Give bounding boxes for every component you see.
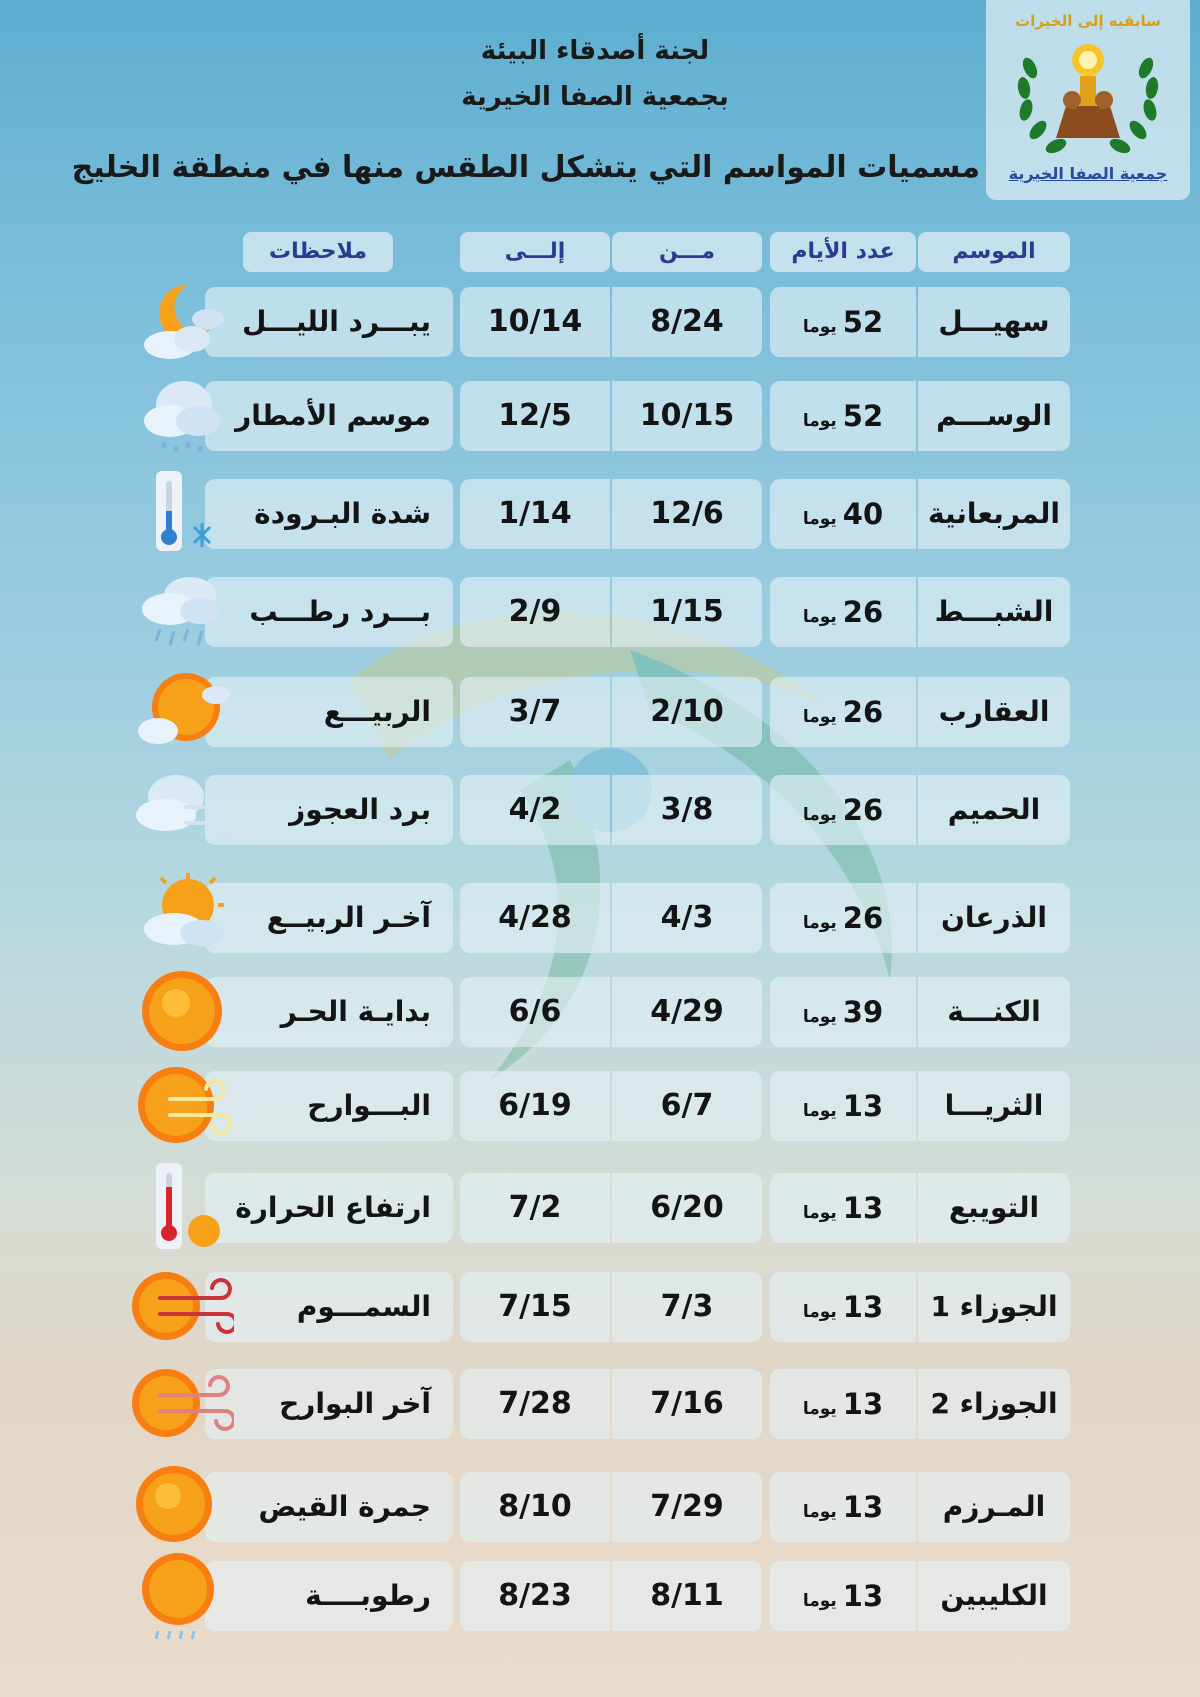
season-name: الكنـــة <box>918 977 1070 1047</box>
hot-wind-sun-icon <box>130 1260 234 1354</box>
days-unit: يوما <box>802 509 837 529</box>
thermometer-hot-icon <box>130 1161 234 1255</box>
days-value: 13 <box>842 1387 884 1421</box>
wind-cloud-icon <box>130 763 234 857</box>
to-date: 4/28 <box>460 883 610 953</box>
table-row <box>0 287 1200 357</box>
to-date: 6/6 <box>460 977 610 1047</box>
thermometer-cold-icon <box>130 467 234 561</box>
days-count <box>770 1272 916 1342</box>
days-count <box>770 775 916 845</box>
to-date: 6/19 <box>460 1071 610 1141</box>
season-name: التويبع <box>918 1173 1070 1243</box>
from-date: 12/6 <box>612 479 762 549</box>
table-row <box>0 677 1200 747</box>
from-date: 4/3 <box>612 883 762 953</box>
note-text: موسم الأمطار <box>205 381 453 451</box>
to-date: 10/14 <box>460 287 610 357</box>
note-text: رطوبــــة <box>205 1561 453 1631</box>
logo-panel <box>986 0 1190 200</box>
table-row <box>0 1173 1200 1243</box>
days-value: 13 <box>842 1579 884 1613</box>
days-count <box>770 977 916 1047</box>
season-name: الجوزاء 1 <box>918 1272 1070 1342</box>
table-row <box>0 1272 1200 1342</box>
from-date: 7/3 <box>612 1272 762 1342</box>
note-text: بدايـة الحـر <box>205 977 453 1047</box>
note-text: بـــرد رطـــب <box>205 577 453 647</box>
logo-bottom-text: جمعية الصفا الخيرية <box>1008 164 1168 183</box>
table-row <box>0 775 1200 845</box>
days-value: 39 <box>842 995 884 1029</box>
to-date: 8/10 <box>460 1472 610 1542</box>
to-date: 7/2 <box>460 1173 610 1243</box>
days-unit: يوما <box>802 317 837 337</box>
column-header-days: عدد الأيام <box>770 232 916 272</box>
from-date: 7/29 <box>612 1472 762 1542</box>
from-date: 4/29 <box>612 977 762 1047</box>
table-row <box>0 1369 1200 1439</box>
humid-sun-icon <box>130 1549 234 1643</box>
laurel-emblem-icon <box>1008 28 1168 164</box>
from-date: 1/15 <box>612 577 762 647</box>
note-text: الربيـــع <box>205 677 453 747</box>
sun-icon <box>130 965 234 1059</box>
season-name: الجوزاء 2 <box>918 1369 1070 1439</box>
note-text: السمـــوم <box>205 1272 453 1342</box>
table-row <box>0 381 1200 451</box>
table-row <box>0 1071 1200 1141</box>
note-text: شدة البـرودة <box>205 479 453 549</box>
days-count <box>770 381 916 451</box>
table-row <box>0 977 1200 1047</box>
from-date: 8/24 <box>612 287 762 357</box>
season-name: الكليبين <box>918 1561 1070 1631</box>
table-row <box>0 479 1200 549</box>
note-text: برد العجوز <box>205 775 453 845</box>
days-unit: يوما <box>802 707 837 727</box>
days-unit: يوما <box>802 805 837 825</box>
season-name: الوســـم <box>918 381 1070 451</box>
from-date: 7/16 <box>612 1369 762 1439</box>
days-count <box>770 577 916 647</box>
days-value: 52 <box>842 305 884 339</box>
days-value: 52 <box>842 399 884 433</box>
days-unit: يوما <box>802 1502 837 1522</box>
association-name: بجمعية الصفا الخيرية <box>461 82 729 112</box>
sun-behind-cloud-icon <box>130 871 234 965</box>
note-text: ارتفاع الحرارة <box>205 1173 453 1243</box>
table-row <box>0 1561 1200 1631</box>
days-count <box>770 883 916 953</box>
days-unit: يوما <box>802 411 837 431</box>
from-date: 6/20 <box>612 1173 762 1243</box>
sleet-cloud-icon <box>130 565 234 659</box>
note-text: البـــوارح <box>205 1071 453 1141</box>
season-name: الثريـــا <box>918 1071 1070 1141</box>
from-date: 10/15 <box>612 381 762 451</box>
days-count <box>770 1071 916 1141</box>
from-date: 3/8 <box>612 775 762 845</box>
days-value: 13 <box>842 1089 884 1123</box>
days-value: 26 <box>842 595 884 629</box>
sun-cloud-icon <box>130 665 234 759</box>
sun-icon <box>130 1460 234 1554</box>
table-row <box>0 1472 1200 1542</box>
column-header-season: الموسم <box>918 232 1070 272</box>
column-header-notes: ملاحظات <box>243 232 393 272</box>
days-count <box>770 287 916 357</box>
note-text: جمرة القيض <box>205 1472 453 1542</box>
season-name: الشبـــط <box>918 577 1070 647</box>
logo-top-text: سابقيه إلى الخيرات <box>1015 12 1161 30</box>
days-count <box>770 1369 916 1439</box>
days-unit: يوما <box>802 1399 837 1419</box>
note-text: يبـــرد الليـــل <box>205 287 453 357</box>
to-date: 1/14 <box>460 479 610 549</box>
column-header-from: مـــن <box>612 232 762 272</box>
days-count <box>770 479 916 549</box>
table-row <box>0 883 1200 953</box>
from-date: 2/10 <box>612 677 762 747</box>
season-name: سهيـــل <box>918 287 1070 357</box>
days-value: 40 <box>842 497 884 531</box>
to-date: 2/9 <box>460 577 610 647</box>
days-value: 13 <box>842 1191 884 1225</box>
sun-wind-icon <box>130 1059 234 1153</box>
to-date: 12/5 <box>460 381 610 451</box>
note-text: آخـر الربيــع <box>205 883 453 953</box>
note-text: آخر البوارح <box>205 1369 453 1439</box>
to-date: 3/7 <box>460 677 610 747</box>
days-count <box>770 1173 916 1243</box>
season-name: العقارب <box>918 677 1070 747</box>
days-unit: يوما <box>802 1101 837 1121</box>
to-date: 8/23 <box>460 1561 610 1631</box>
days-value: 26 <box>842 695 884 729</box>
days-unit: يوما <box>802 607 837 627</box>
from-date: 8/11 <box>612 1561 762 1631</box>
season-name: الحميم <box>918 775 1070 845</box>
to-date: 4/2 <box>460 775 610 845</box>
days-count <box>770 1561 916 1631</box>
rain-cloud-icon <box>130 369 234 463</box>
page-title: مسميات المواسم التي يتشكل الطقس منها في منطقة الخليج <box>71 150 980 185</box>
to-date: 7/28 <box>460 1369 610 1439</box>
to-date: 7/15 <box>460 1272 610 1342</box>
days-value: 26 <box>842 901 884 935</box>
days-unit: يوما <box>802 1591 837 1611</box>
days-value: 13 <box>842 1290 884 1324</box>
days-value: 13 <box>842 1490 884 1524</box>
table-row <box>0 577 1200 647</box>
days-unit: يوما <box>802 913 837 933</box>
season-name: الذرعان <box>918 883 1070 953</box>
days-count <box>770 1472 916 1542</box>
from-date: 6/7 <box>612 1071 762 1141</box>
days-unit: يوما <box>802 1302 837 1322</box>
days-unit: يوما <box>802 1203 837 1223</box>
hot-wind-sun-icon <box>130 1357 234 1451</box>
moon-cloud-icon <box>130 275 234 369</box>
committee-name: لجنة أصدقاء البيئة <box>480 36 710 66</box>
days-count <box>770 677 916 747</box>
column-header-to: إلـــى <box>460 232 610 272</box>
days-value: 26 <box>842 793 884 827</box>
season-name: المـرزم <box>918 1472 1070 1542</box>
season-name: المربعانية <box>918 479 1070 549</box>
days-unit: يوما <box>802 1007 837 1027</box>
